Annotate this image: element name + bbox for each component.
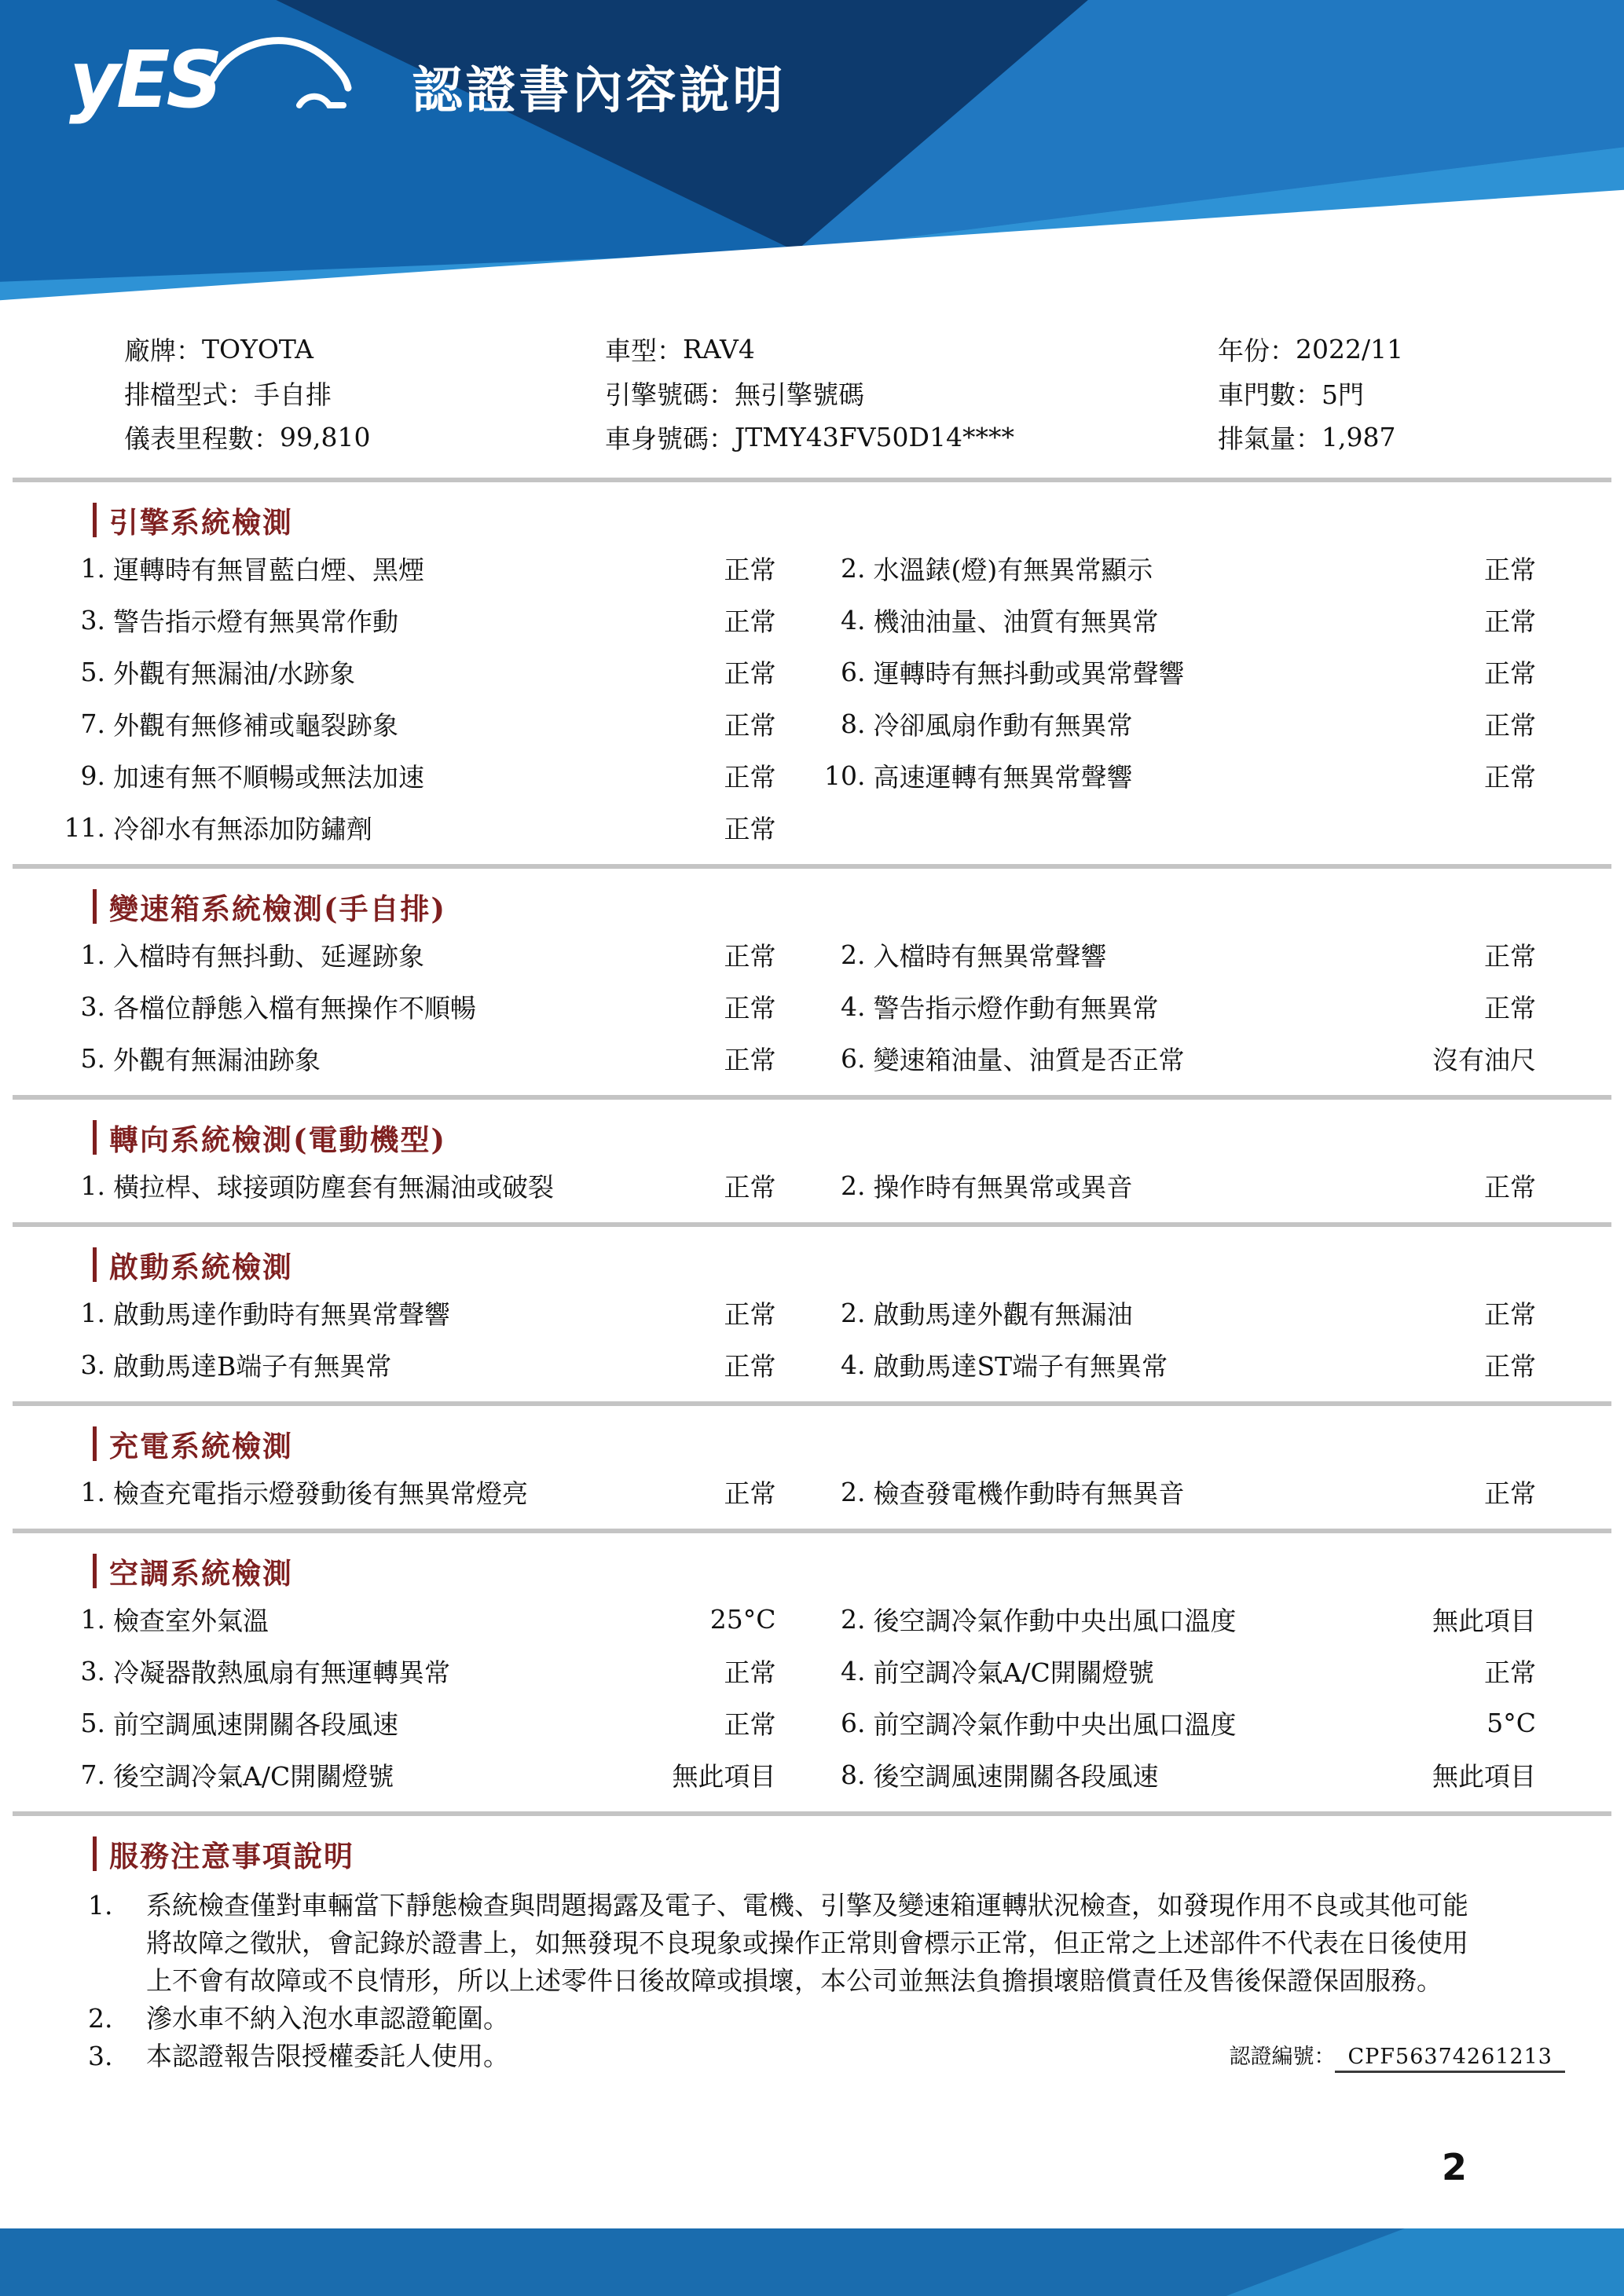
inspection-item	[47, 980, 776, 1032]
item-label: 檢查發電機作動時有無異音	[873, 1478, 1185, 1509]
item-number: 8.	[841, 708, 866, 739]
inspection-item	[808, 1287, 1537, 1338]
item-label: 冷凝器散熱風扇有無運轉異常	[113, 1657, 450, 1688]
info-value: 1,987	[1322, 421, 1396, 452]
item-number: 7.	[80, 708, 105, 739]
inspection-section	[0, 1246, 1624, 1406]
info-value: RAV4	[683, 333, 755, 364]
item-label: 入檔時有無異常聲響	[873, 940, 1107, 972]
section-divider	[13, 864, 1611, 869]
item-label: 啟動馬達外觀有無漏油	[873, 1298, 1133, 1330]
item-label: 高速運轉有無異常聲響	[873, 761, 1133, 793]
item-number: 2.	[841, 1297, 866, 1328]
item-result: 正常	[1484, 1657, 1536, 1688]
item-label: 外觀有無修補或龜裂跡象	[113, 709, 398, 741]
item-result: 正常	[724, 554, 776, 585]
item-number: 1.	[80, 1297, 105, 1328]
section-divider	[13, 1811, 1611, 1816]
item-number: 3.	[80, 991, 105, 1022]
item-label: 警告指示燈作動有無異常	[873, 992, 1159, 1023]
item-label: 加速有無不順暢或無法加速	[113, 761, 424, 793]
item-label: 前空調風速開關各段風速	[113, 1708, 398, 1740]
title-bar	[93, 1836, 97, 1871]
item-number: 1.	[80, 939, 105, 970]
cert-number: CPF56374261213	[1335, 2045, 1565, 2073]
item-label: 檢查室外氣溫	[113, 1605, 269, 1636]
item-label: 前空調冷氣作動中央出風口溫度	[873, 1708, 1237, 1740]
item-number: 2.	[841, 552, 866, 584]
item-result: 無此項目	[1432, 1605, 1536, 1636]
item-label: 警告指示燈有無異常作動	[113, 606, 398, 637]
vehicle-info-field	[1218, 415, 1608, 459]
inspection-item	[808, 749, 1537, 801]
yes-logo-text: yES	[69, 34, 219, 126]
title-bar	[93, 889, 97, 924]
notes-title: 服務注意事項說明	[109, 1839, 354, 1873]
section-divider	[13, 1401, 1611, 1406]
item-number: 5.	[80, 1042, 105, 1074]
item-result: 正常	[1484, 940, 1536, 972]
info-value: 手自排	[254, 379, 332, 410]
inspection-item	[47, 749, 776, 801]
footer-dark-triangle	[0, 2228, 1624, 2296]
item-result: 正常	[724, 1478, 776, 1509]
item-result: 正常	[724, 1350, 776, 1382]
page-number: 2	[1441, 2146, 1467, 2188]
item-result: 沒有油尺	[1432, 1044, 1536, 1075]
item-label: 運轉時有無抖動或異常聲響	[873, 657, 1185, 689]
vehicle-info-field	[124, 327, 605, 371]
item-number: 4.	[841, 1655, 866, 1686]
section-title-row	[93, 1246, 1611, 1283]
item-number: 5.	[80, 656, 105, 687]
item-result: 無此項目	[672, 1760, 776, 1792]
inspection-item	[47, 1749, 776, 1800]
header-banner	[0, 0, 1624, 306]
item-label: 後空調風速開關各段風速	[873, 1760, 1159, 1792]
info-label: 廠牌：	[124, 335, 202, 366]
inspection-item	[47, 1645, 776, 1697]
item-result: 正常	[1484, 709, 1536, 741]
note-number: 2.	[88, 2003, 113, 2034]
vehicle-info-field	[1218, 371, 1608, 415]
info-label: 年份：	[1218, 335, 1296, 366]
vehicle-info-field	[1218, 327, 1608, 371]
inspection-items	[0, 542, 1624, 853]
item-number: 2.	[841, 1170, 866, 1201]
section-title-row	[93, 1552, 1611, 1590]
page-title: 認證書內容說明	[412, 62, 786, 120]
inspection-item	[47, 1159, 776, 1211]
vehicle-info-field	[605, 371, 1218, 415]
inspection-item	[47, 646, 776, 698]
item-result: 正常	[724, 992, 776, 1023]
notes-title-row	[93, 1835, 1611, 1873]
info-value: JTMY43FV50D14****	[735, 421, 1014, 452]
section-title: 變速箱系統檢測(手自排)	[109, 892, 447, 926]
info-label: 車門數：	[1218, 379, 1322, 410]
inspection-item	[47, 1697, 776, 1749]
inspection-section	[0, 501, 1624, 869]
item-number: 4.	[841, 1349, 866, 1380]
info-label: 車型：	[605, 335, 683, 366]
item-label: 操作時有無異常或異音	[873, 1171, 1133, 1203]
inspection-items	[0, 1466, 1624, 1518]
item-label: 水溫錶(燈)有無異常顯示	[873, 554, 1153, 585]
item-number: 5.	[80, 1707, 105, 1738]
item-label: 外觀有無漏油/水跡象	[113, 657, 356, 689]
inspection-item	[808, 1749, 1537, 1800]
item-label: 外觀有無漏油跡象	[113, 1044, 321, 1075]
item-result: 25°C	[709, 1603, 776, 1635]
title-bar	[93, 1426, 97, 1461]
inspection-item	[47, 698, 776, 749]
section-divider	[13, 1095, 1611, 1100]
inspection-item	[47, 1466, 776, 1518]
item-number: 2.	[841, 1476, 866, 1507]
item-number: 7.	[80, 1759, 105, 1790]
inspection-section	[0, 1119, 1624, 1227]
inspection-items	[0, 1593, 1624, 1800]
item-result: 正常	[1484, 657, 1536, 689]
inspection-item	[808, 1593, 1537, 1645]
info-label: 排氣量：	[1218, 423, 1322, 454]
inspection-section	[0, 1552, 1624, 1816]
inspection-item	[808, 1159, 1537, 1211]
item-result: 正常	[1484, 1478, 1536, 1509]
item-number: 3.	[80, 1349, 105, 1380]
item-label: 冷卻風扇作動有無異常	[873, 709, 1133, 741]
item-number: 1.	[80, 1476, 105, 1507]
info-value: 5門	[1322, 379, 1364, 410]
item-number: 1.	[80, 1170, 105, 1201]
header-content	[69, 34, 786, 126]
item-number: 4.	[841, 604, 866, 635]
item-result: 正常	[1484, 992, 1536, 1023]
cert-label: 認證編號：	[1229, 2045, 1336, 2069]
info-label: 排檔型式：	[124, 379, 254, 410]
item-number: 9.	[80, 760, 105, 791]
section-divider	[13, 1529, 1611, 1533]
item-result: 正常	[724, 657, 776, 689]
item-label: 檢查充電指示燈發動後有無異常燈亮	[113, 1478, 528, 1509]
item-result: 5°C	[1487, 1707, 1536, 1738]
item-result: 正常	[724, 606, 776, 637]
info-value: 無引擎號碼	[735, 379, 864, 410]
item-result: 正常	[1484, 554, 1536, 585]
item-number: 11.	[64, 811, 105, 843]
inspection-section	[0, 1425, 1624, 1533]
inspection-items	[0, 1287, 1624, 1390]
section-title: 引擎系統檢測	[109, 505, 293, 540]
inspection-item	[47, 542, 776, 594]
item-label: 冷卻水有無添加防鏽劑	[113, 813, 372, 844]
inspection-item	[808, 1032, 1537, 1084]
section-title: 轉向系統檢測(電動機型)	[109, 1122, 447, 1157]
inspection-section	[0, 888, 1624, 1100]
note-number: 3.	[88, 2041, 113, 2071]
item-number: 6.	[841, 1042, 866, 1074]
item-number: 6.	[841, 656, 866, 687]
item-label: 橫拉桿、球接頭防塵套有無漏油或破裂	[113, 1171, 554, 1203]
inspection-item	[808, 1697, 1537, 1749]
inspection-item	[47, 1287, 776, 1338]
item-label: 啟動馬達ST端子有無異常	[873, 1350, 1168, 1382]
inspection-item	[47, 1338, 776, 1390]
yes-logo	[69, 34, 362, 126]
item-number: 8.	[841, 1759, 866, 1790]
item-label: 啟動馬達作動時有無異常聲響	[113, 1298, 450, 1330]
item-result: 正常	[1484, 761, 1536, 793]
inspection-item	[808, 594, 1537, 646]
info-value: 2022/11	[1296, 333, 1404, 364]
inspection-item	[808, 1466, 1537, 1518]
item-result: 正常	[1484, 1350, 1536, 1382]
vehicle-info-field	[605, 415, 1218, 459]
note-number: 1.	[88, 1890, 113, 1921]
car-silhouette-icon	[205, 30, 362, 124]
title-bar	[93, 1554, 97, 1588]
item-label: 運轉時有無冒藍白煙、黑煙	[113, 554, 424, 585]
item-number: 10.	[824, 760, 866, 791]
inspection-item	[808, 928, 1537, 980]
item-result: 正常	[724, 813, 776, 844]
note-item	[88, 1887, 1490, 2000]
item-number: 1.	[80, 1603, 105, 1635]
section-title-row	[93, 1425, 1611, 1463]
inspection-item	[808, 980, 1537, 1032]
info-label: 儀表里程數：	[124, 423, 280, 454]
inspection-item	[47, 928, 776, 980]
inspection-item	[808, 1338, 1537, 1390]
inspection-item	[808, 1645, 1537, 1697]
inspection-item	[808, 646, 1537, 698]
item-label: 入檔時有無抖動、延遲跡象	[113, 940, 424, 972]
item-result: 正常	[724, 1044, 776, 1075]
item-label: 後空調冷氣A/C開關燈號	[113, 1760, 394, 1792]
inspection-items	[0, 928, 1624, 1084]
section-divider	[13, 478, 1611, 482]
info-label: 引擎號碼：	[605, 379, 735, 410]
section-title: 啟動系統檢測	[109, 1250, 293, 1284]
item-result: 正常	[1484, 1298, 1536, 1330]
vehicle-info-field	[124, 415, 605, 459]
footer-banner	[0, 2228, 1624, 2296]
item-number: 4.	[841, 991, 866, 1022]
item-number: 3.	[80, 604, 105, 635]
item-number: 6.	[841, 1707, 866, 1738]
item-result: 正常	[1484, 606, 1536, 637]
sections	[0, 501, 1624, 1816]
inspection-item	[47, 594, 776, 646]
notes-section	[0, 1835, 1624, 2073]
item-number: 3.	[80, 1655, 105, 1686]
item-result: 正常	[724, 761, 776, 793]
item-number: 1.	[80, 552, 105, 584]
vehicle-info-field	[124, 371, 605, 415]
section-title-row	[93, 1119, 1611, 1156]
inspection-item	[808, 542, 1537, 594]
item-result: 正常	[724, 1657, 776, 1688]
item-result: 無此項目	[1432, 1760, 1536, 1792]
inspection-item	[47, 1032, 776, 1084]
inspection-item	[47, 1593, 776, 1645]
info-value: 99,810	[280, 421, 371, 452]
item-result: 正常	[724, 1708, 776, 1740]
item-result: 正常	[724, 1298, 776, 1330]
title-bar	[93, 1120, 97, 1155]
note-text: 滲水車不納入泡水車認證範圍。	[146, 2003, 509, 2034]
item-label: 前空調冷氣A/C開關燈號	[873, 1657, 1154, 1688]
item-result: 正常	[1484, 1171, 1536, 1203]
title-bar	[93, 503, 97, 537]
item-label: 變速箱油量、油質是否正常	[873, 1044, 1185, 1075]
vehicle-info	[0, 306, 1624, 467]
item-result: 正常	[724, 940, 776, 972]
item-number: 2.	[841, 939, 866, 970]
note-text: 本認證報告限授權委託人使用。	[146, 2041, 509, 2071]
section-title-row	[93, 888, 1611, 925]
note-text: 系統檢查僅對車輛當下靜態檢查與問題揭露及電子、電機、引擎及變速箱運轉狀況檢查，如發現作用不良或其他可能將故障之徵狀，會記錄於證書上，如無發現不良現象或操作正常則會標示正常，但正常之上述部件不代表在日後使用上不會有故障或不良情形，所以上述零件日後故障或損壞，本公司並無法負擔損壞賠償責任及售後保證保固服務。	[146, 1890, 1468, 1996]
section-divider	[13, 1222, 1611, 1227]
item-label: 各檔位靜態入檔有無操作不順暢	[113, 992, 476, 1023]
item-label: 機油油量、油質有無異常	[873, 606, 1159, 637]
section-title: 充電系統檢測	[109, 1429, 293, 1463]
item-label: 後空調冷氣作動中央出風口溫度	[873, 1605, 1237, 1636]
inspection-items	[0, 1159, 1624, 1211]
item-result: 正常	[724, 709, 776, 741]
info-label: 車身號碼：	[605, 423, 735, 454]
item-number: 2.	[841, 1603, 866, 1635]
item-result: 正常	[724, 1171, 776, 1203]
info-value: TOYOTA	[202, 333, 313, 364]
section-title-row	[93, 501, 1611, 539]
section-title: 空調系統檢測	[109, 1556, 293, 1591]
item-label: 啟動馬達B端子有無異常	[113, 1350, 392, 1382]
inspection-item	[47, 801, 776, 853]
inspection-item	[808, 698, 1537, 749]
title-bar	[93, 1247, 97, 1282]
note-item	[88, 2000, 1490, 2038]
vehicle-info-field	[605, 327, 1218, 371]
